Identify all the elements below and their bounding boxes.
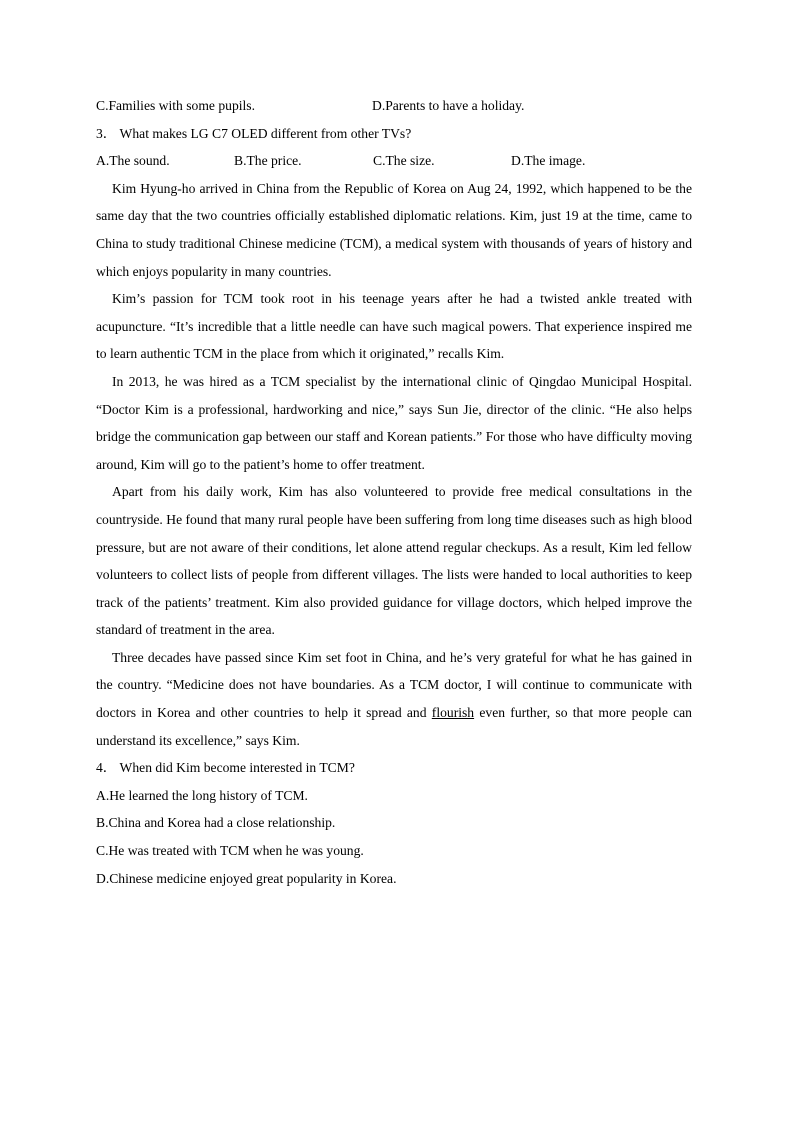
q3-option-a: A.The sound.	[96, 153, 170, 169]
passage-paragraph-5	[96, 644, 692, 754]
passage-paragraph-2: Kim’s passion for TCM took root in his teenage years after he had a twisted ankle treated with acupuncture. “It’s incredible that a little needle can have such magical powers. That experience inspired me to learn authentic TCM in the place from which it originated,” recalls Kim.	[96, 291, 692, 362]
document-page	[96, 92, 692, 892]
passage-paragraph-1: Kim Hyung-ho arrived in China from the Republic of Korea on Aug 24, 1992, which happened to be the same day that the two countries officially established diplomatic relations. Kim, just 19 at the time, came to China to study traditional Chinese medicine (TCM), a medical system with thousands of years of history and which enjoys popularity in many countries.	[96, 180, 692, 279]
q2-options-row	[96, 92, 692, 120]
passage-paragraph-3: In 2013, he was hired as a TCM specialist by the international clinic of Qingdao Municipal Hospital. “Doctor Kim is a professional, hardworking and nice,” says Sun Jie, director of the clinic. “He also helps bridge the communication gap between our staff and Korean patients.” For those who have difficulty moving around, Kim will go to the patient’s home to offer treatment.	[96, 373, 692, 472]
q3-stem: 3． What makes LG C7 OLED different from other TVs?	[96, 125, 412, 141]
q4-stem: 4． When did Kim become interested in TCM?	[96, 760, 355, 776]
underlined-word-flourish: flourish	[431, 705, 475, 721]
q4-option-b: B.China and Korea had a close relationship.	[96, 815, 336, 831]
passage	[96, 175, 692, 754]
passage-paragraph-4: Apart from his daily work, Kim has also volunteered to provide free medical consultations in the countryside. He found that many rural people have been suffering from long time diseases such as high blood pressure, but are not aware of their conditions, let alone attend regular checkups. As a result, Kim led fellow volunteers to collect lists of people from different villages. The lists were handed to local authorities to keep track of the patients’ treatment. Kim also provided guidance for village doctors, which helped improve the standard of treatment in the area.	[96, 484, 692, 638]
q4-option-a: A.He learned the long history of TCM.	[96, 787, 308, 803]
q4-option-c: C.He was treated with TCM when he was young.	[96, 843, 364, 859]
q2-option-d: D.Parents to have a holiday.	[372, 98, 525, 113]
q3-option-b: B.The price.	[234, 153, 302, 169]
q2-option-c: C.Families with some pupils.	[96, 98, 255, 113]
p5-text-before: Three decades have passed since Kim set foot in China, and he’s very grateful for what he has gained in the country. “Medicine does not have boundaries. As a TCM doctor, I will continue to communicate with doctors in Korea and other countries to help it spread and	[96, 649, 692, 721]
q3-option-c: C.The size.	[373, 153, 435, 169]
q4-option-d: D.Chinese medicine enjoyed great popularity in Korea.	[96, 870, 397, 886]
q3-options-row	[96, 147, 692, 175]
q3-option-d: D.The image.	[511, 153, 586, 169]
p5-text-after: even further, so that more people can understand its excellence,” says Kim.	[96, 705, 692, 748]
